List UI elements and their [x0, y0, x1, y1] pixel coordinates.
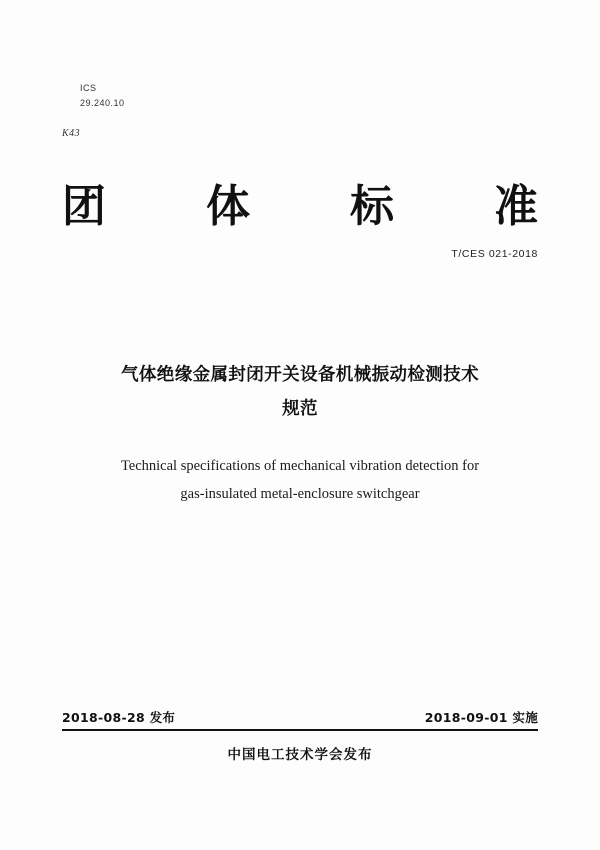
standard-type-banner	[62, 170, 538, 234]
publisher-name: 中国电工技术学会发布	[227, 747, 373, 763]
title-english-line-1: Technical specifications of mechanical vibration detection for	[120, 458, 480, 474]
standard-meta-block	[62, 66, 125, 141]
banner-char-4: 准	[494, 181, 538, 232]
title-chinese-line-2: 规范	[282, 399, 318, 419]
footer-divider	[62, 729, 538, 731]
banner-char-2: 体	[206, 181, 250, 232]
title-chinese-line-1: 气体绝缘金属封闭开关设备机械振动检测技术	[121, 365, 479, 385]
banner-char-1: 团	[62, 181, 106, 232]
banner-char-3: 标	[350, 181, 394, 232]
classification-code: K43	[62, 128, 81, 139]
title-english-line-2: gas-insulated metal-enclosure switchgear	[180, 486, 420, 502]
footer-dates	[62, 708, 538, 726]
issue-date: 2018-08-28 发布	[62, 710, 176, 725]
title-chinese	[62, 358, 538, 426]
ics-line	[62, 66, 125, 126]
effective-date: 2018-09-01 实施	[424, 710, 538, 725]
ics-label: ICS	[80, 83, 97, 93]
ics-value: 29.240.10	[80, 98, 125, 108]
standard-number: T/CES 021-2018	[451, 248, 538, 260]
title-english	[52, 452, 548, 508]
